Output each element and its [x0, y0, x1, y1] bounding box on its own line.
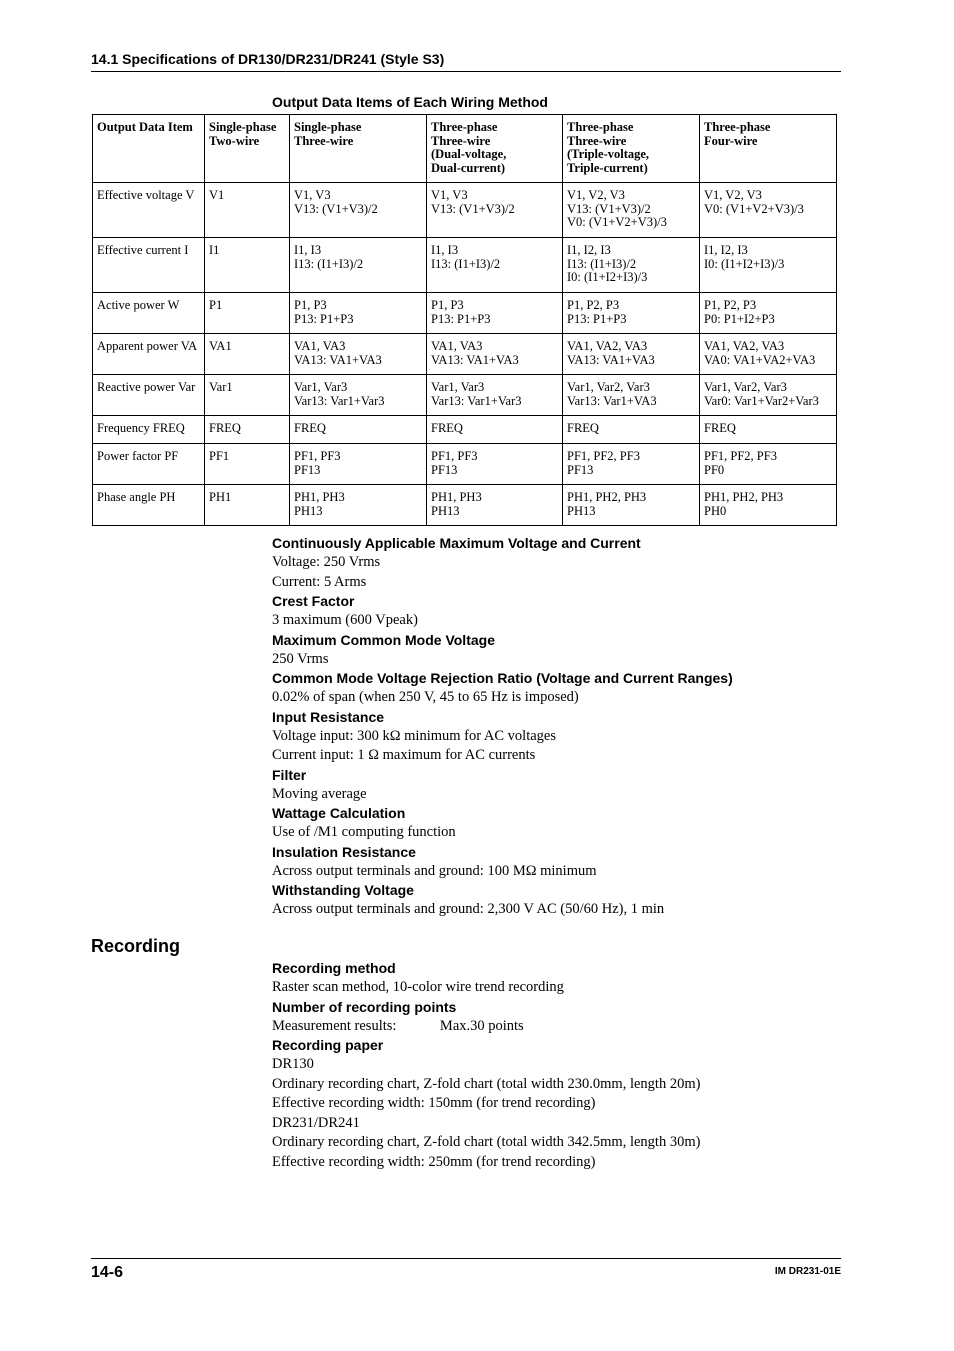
- document-id: IM DR231-01E: [774, 1266, 841, 1277]
- column-header: Output Data Item: [93, 115, 205, 183]
- table-cell: VA1: [205, 334, 290, 375]
- table-cell: VA1, VA2, VA3 VA0: VA1+VA2+VA3: [700, 334, 837, 375]
- table-cell: VA1, VA3 VA13: VA1+VA3: [290, 334, 427, 375]
- recording-spec-list: [272, 959, 700, 1172]
- column-header: Three-phase Four-wire: [700, 115, 837, 183]
- table-caption: Output Data Items of Each Wiring Method: [272, 94, 548, 110]
- spec-heading: Withstanding Voltage: [272, 882, 414, 898]
- table-cell: PF1, PF3 PF13: [290, 444, 427, 485]
- spec-value: Effective recording width: 250mm (for trend recording): [272, 1153, 596, 1170]
- table-cell: VA1, VA2, VA3 VA13: VA1+VA3: [563, 334, 700, 375]
- wiring-method-table: [92, 114, 837, 526]
- row-label-cell: Reactive power Var: [93, 375, 205, 416]
- column-header: Single-phase Two-wire: [205, 115, 290, 183]
- spec-heading: Input Resistance: [272, 708, 385, 725]
- section-title-recording: Recording: [91, 936, 181, 956]
- table-row: [93, 485, 837, 526]
- table-cell: P1, P3 P13: P1+P3: [427, 293, 563, 334]
- spec-value: Raster scan method, 10-color wire trend recording: [272, 979, 564, 995]
- row-label-cell: Phase angle PH: [93, 485, 205, 526]
- column-header: Three-phase Three-wire (Triple-voltage, Triple-current): [563, 115, 700, 183]
- table-cell: I1: [205, 238, 290, 293]
- spec-value: Measurement results: Max.30 points: [272, 1017, 524, 1034]
- spec-value: Ordinary recording chart, Z-fold chart (total width 230.0mm, length 20m): [272, 1075, 701, 1092]
- spec-heading: Recording paper: [272, 1037, 384, 1053]
- spec-value: Current: 5 Arms: [272, 573, 367, 590]
- table-cell: FREQ: [205, 416, 290, 444]
- spec-heading: Number of recording points: [272, 998, 457, 1015]
- header-rule: [91, 71, 841, 72]
- spec-value: Voltage: 250 Vrms: [272, 554, 381, 570]
- table-cell: VA1, VA3 VA13: VA1+VA3: [427, 334, 563, 375]
- table-cell: PH1: [205, 485, 290, 526]
- running-header-title: 14.1 Specifications of DR130/DR231/DR241 (Style S3): [91, 51, 445, 67]
- table-cell: PF1, PF3 PF13: [427, 444, 563, 485]
- table-row: [93, 444, 837, 485]
- spec-value: DR130: [272, 1056, 314, 1072]
- column-header: Three-phase Three-wire (Dual-voltage, Dual-current): [427, 115, 563, 183]
- spec-heading: Common Mode Voltage Rejection Ratio (Voltage and Current Ranges): [272, 670, 733, 686]
- table-cell: PH1, PH3 PH13: [290, 485, 427, 526]
- row-label-cell: Effective voltage V: [93, 183, 205, 238]
- spec-heading: Maximum Common Mode Voltage: [272, 631, 495, 648]
- spec-value: Across output terminals and ground: 2,300 V AC (50/60 Hz), 1 min: [272, 901, 665, 917]
- table-cell: Var1, Var3 Var13: Var1+Var3: [427, 375, 563, 416]
- table-cell: PH1, PH2, PH3 PH0: [700, 485, 837, 526]
- spec-heading: Continuously Applicable Maximum Voltage and Current: [272, 535, 641, 551]
- table-cell: V1, V2, V3 V13: (V1+V3)/2 V0: (V1+V2+V3)/3: [563, 183, 700, 238]
- spec-value: Current input: 1 Ω maximum for AC currents: [272, 747, 536, 763]
- table-cell: P1: [205, 293, 290, 334]
- table-cell: V1, V2, V3 V0: (V1+V2+V3)/3: [700, 183, 837, 238]
- row-label-cell: Active power W: [93, 293, 205, 334]
- table-cell: FREQ: [290, 416, 427, 444]
- table-cell: Var1, Var2, Var3 Var13: Var1+VA3: [563, 375, 700, 416]
- row-label-cell: Apparent power VA: [93, 334, 205, 375]
- spec-value: 250 Vrms: [272, 650, 329, 667]
- spec-value: 3 maximum (600 Vpeak): [272, 612, 418, 628]
- table-cell: FREQ: [700, 416, 837, 444]
- spec-value: Moving average: [272, 785, 367, 802]
- spec-heading: Insulation Resistance: [272, 843, 416, 860]
- table-row: [93, 375, 837, 416]
- table-cell: FREQ: [563, 416, 700, 444]
- table-header-row: [93, 115, 837, 183]
- table-cell: I1, I2, I3 I0: (I1+I2+I3)/3: [700, 238, 837, 293]
- table-cell: PF1: [205, 444, 290, 485]
- spec-heading: Wattage Calculation: [272, 805, 406, 821]
- spec-value: Across output terminals and ground: 100 MΩ minimum: [272, 862, 597, 879]
- spec-value: Effective recording width: 150mm (for trend recording): [272, 1095, 596, 1111]
- table-cell: V1, V3 V13: (V1+V3)/2: [427, 183, 563, 238]
- row-label-cell: Frequency FREQ: [93, 416, 205, 444]
- table-cell: P1, P3 P13: P1+P3: [290, 293, 427, 334]
- spec-value: Voltage input: 300 kΩ minimum for AC voltages: [272, 727, 556, 744]
- row-label-cell: Effective current I: [93, 238, 205, 293]
- table-row: [93, 238, 837, 293]
- table-cell: Var1, Var2, Var3 Var0: Var1+Var2+Var3: [700, 375, 837, 416]
- table-cell: PF1, PF2, PF3 PF13: [563, 444, 700, 485]
- table-row: [93, 416, 837, 444]
- spec-value: Use of /M1 computing function: [272, 824, 456, 840]
- table-cell: V1: [205, 183, 290, 238]
- table-cell: I1, I2, I3 I13: (I1+I3)/2 I0: (I1+I2+I3)/3: [563, 238, 700, 293]
- page-number: 14-6: [91, 1264, 124, 1281]
- table-cell: V1, V3 V13: (V1+V3)/2: [290, 183, 427, 238]
- table-cell: I1, I3 I13: (I1+I3)/2: [290, 238, 427, 293]
- table-cell: P1, P2, P3 P13: P1+P3: [563, 293, 700, 334]
- footer-rule: [91, 1258, 841, 1259]
- spec-heading: Crest Factor: [272, 593, 355, 609]
- spec-value: DR231/DR241: [272, 1114, 360, 1131]
- spec-value: 0.02% of span (when 250 V, 45 to 65 Hz is imposed): [272, 689, 579, 705]
- table-cell: P1, P2, P3 P0: P1+I2+P3: [700, 293, 837, 334]
- output-spec-list: [272, 534, 733, 920]
- table-cell: Var1, Var3 Var13: Var1+Var3: [290, 375, 427, 416]
- spec-value: Ordinary recording chart, Z-fold chart (total width 342.5mm, length 30m): [272, 1134, 701, 1150]
- spec-heading: Filter: [272, 766, 307, 783]
- table-cell: I1, I3 I13: (I1+I3)/2: [427, 238, 563, 293]
- table-cell: PH1, PH3 PH13: [427, 485, 563, 526]
- table-row: [93, 293, 837, 334]
- row-label-cell: Power factor PF: [93, 444, 205, 485]
- spec-heading: Recording method: [272, 960, 396, 976]
- table-cell: FREQ: [427, 416, 563, 444]
- table-row: [93, 334, 837, 375]
- column-header: Single-phase Three-wire: [290, 115, 427, 183]
- table-cell: PF1, PF2, PF3 PF0: [700, 444, 837, 485]
- table-cell: PH1, PH2, PH3 PH13: [563, 485, 700, 526]
- table-row: [93, 183, 837, 238]
- table-cell: Var1: [205, 375, 290, 416]
